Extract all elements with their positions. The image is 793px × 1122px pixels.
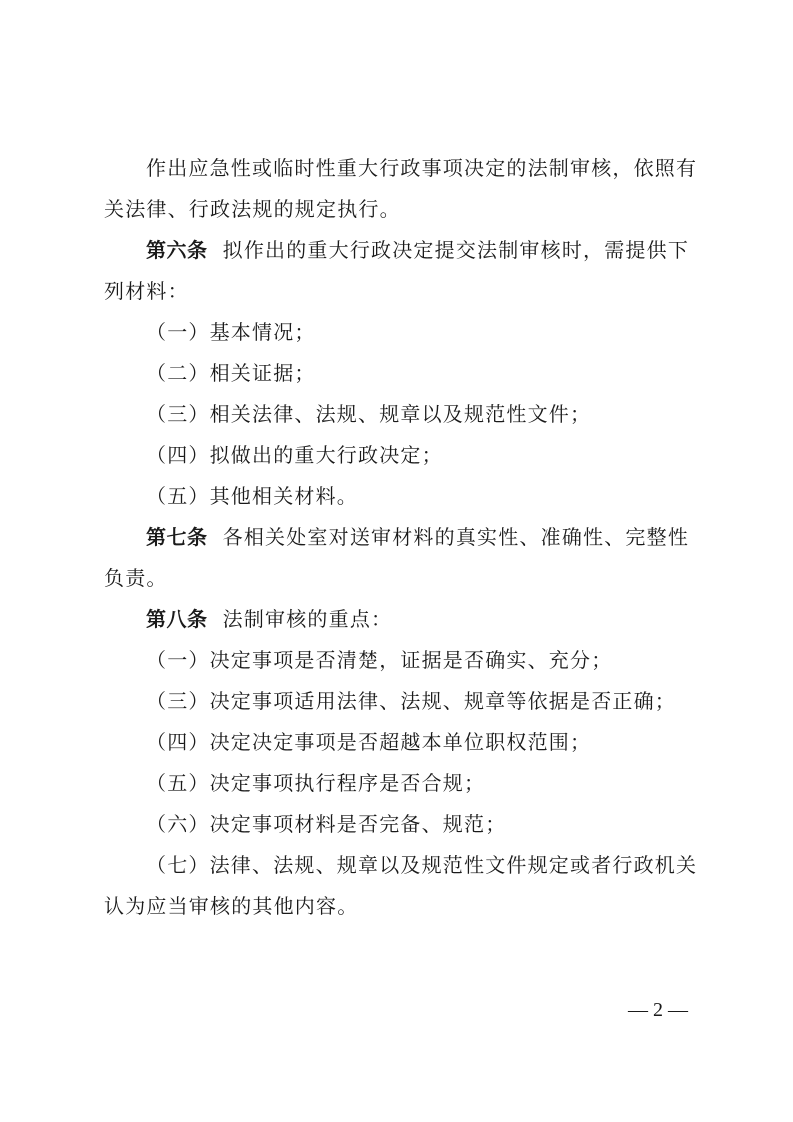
article-8-item-6: （七）法律、法规、规章以及规范性文件规定或者行政机关 bbox=[146, 853, 698, 877]
article-6-item-5: （五）其他相关材料。 bbox=[146, 484, 358, 508]
article-6-title: 第六条 bbox=[146, 238, 208, 262]
article-8-item-2: （三）决定事项适用法律、法规、规章等依据是否正确； bbox=[146, 689, 676, 713]
article-7-line-1 bbox=[146, 523, 746, 551]
article-6-item-2: （二）相关证据； bbox=[146, 361, 316, 385]
article-8-item-1: （一）决定事项是否清楚，证据是否确实、充分； bbox=[146, 648, 613, 672]
article-8-text: 法制审核的重点： bbox=[222, 607, 393, 631]
article-8-item-5: （六）决定事项材料是否完备、规范； bbox=[146, 812, 507, 836]
article-8-item-4: （五）决定事项执行程序是否合规； bbox=[146, 771, 486, 795]
article-7-text: 各相关处室对送审材料的真实性、准确性、完整性 bbox=[222, 525, 690, 549]
paragraph-1-line-1: 作出应急性或临时性重大行政事项决定的法制审核，依照有 bbox=[146, 156, 698, 180]
paragraph-1-line-2: 关法律、行政法规的规定执行。 bbox=[104, 197, 401, 221]
article-7-line-2: 负责。 bbox=[104, 566, 168, 590]
article-8-item-3: （四）决定决定事项是否超越本单位职权范围； bbox=[146, 730, 592, 754]
article-6-line-1 bbox=[146, 236, 746, 264]
article-6-line-2: 列材料： bbox=[104, 279, 189, 303]
article-8-title: 第八条 bbox=[146, 607, 208, 631]
article-8-line-1 bbox=[146, 605, 746, 633]
article-6-text: 拟作出的重大行政决定提交法制审核时，需提供下 bbox=[222, 238, 690, 262]
article-8-last-line: 认为应当审核的其他内容。 bbox=[104, 894, 359, 918]
article-7-title: 第七条 bbox=[146, 525, 208, 549]
article-6-item-1: （一）基本情况； bbox=[146, 320, 316, 344]
page-number: — 2 — bbox=[628, 999, 688, 1021]
article-6-item-3: （三）相关法律、法规、规章以及规范性文件； bbox=[146, 402, 592, 426]
article-6-item-4: （四）拟做出的重大行政决定； bbox=[146, 443, 443, 467]
